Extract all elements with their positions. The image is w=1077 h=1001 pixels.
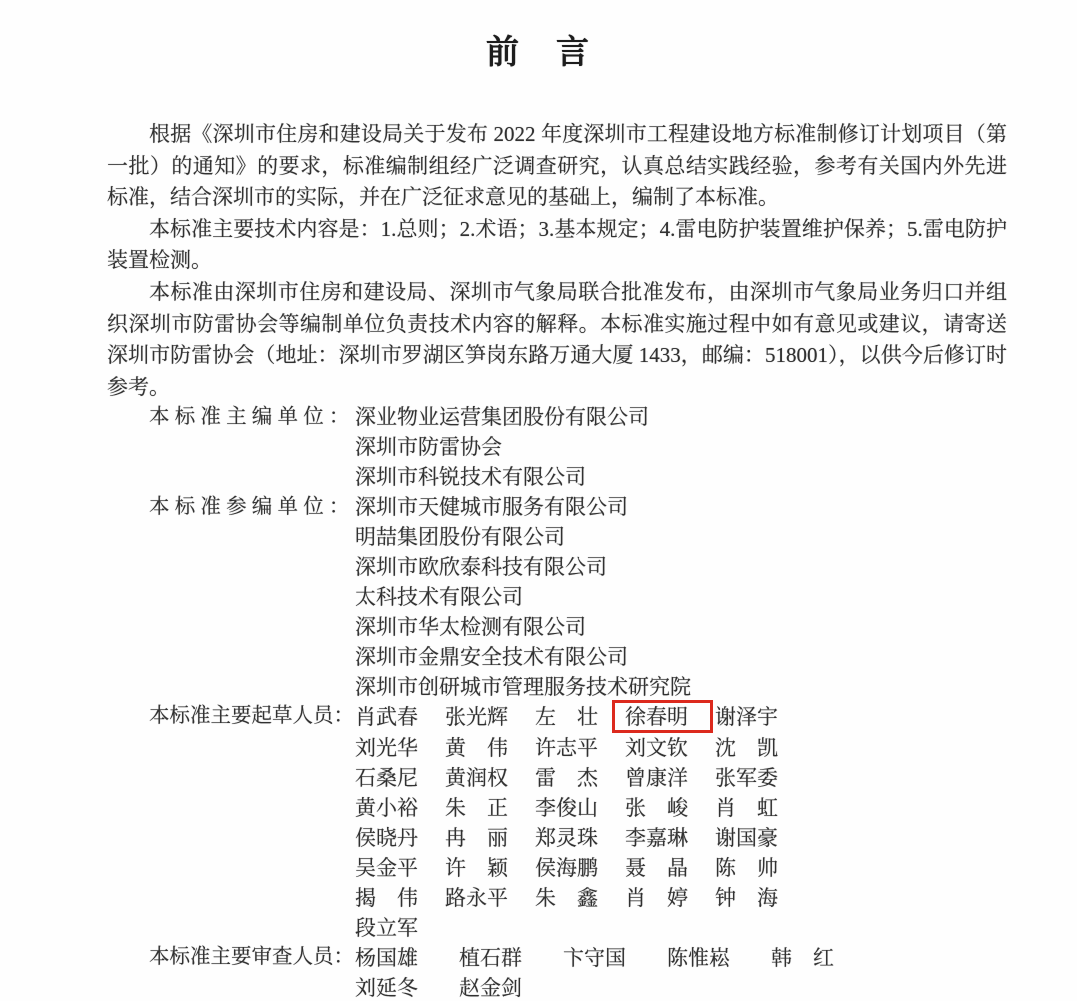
drafter-name: 黄润权 bbox=[445, 765, 508, 790]
org-item: 太科技术有限公司 bbox=[355, 584, 523, 609]
reviewer-name: 陈惟崧 bbox=[667, 946, 730, 971]
drafter-name: 聂 晶 bbox=[625, 855, 688, 880]
org-item: 深圳市金鼎安全技术有限公司 bbox=[355, 644, 628, 669]
reviewer-name: 赵金剑 bbox=[459, 976, 522, 1001]
drafter-name: 谢泽宇 bbox=[715, 705, 778, 730]
reviewers-label: 本标准主要审查人员： bbox=[149, 946, 354, 969]
org-item: 明喆集团股份有限公司 bbox=[355, 524, 565, 549]
drafter-name-highlighted: 徐春明 bbox=[625, 702, 715, 732]
drafter-name: 左 壮 bbox=[535, 705, 598, 730]
drafter-name: 陈 帅 bbox=[715, 855, 778, 880]
drafter-name: 黄小裕 bbox=[355, 795, 418, 820]
drafter-name: 郑灵珠 bbox=[535, 825, 598, 850]
drafter-name: 朱 正 bbox=[445, 795, 508, 820]
drafter-name: 侯海鹏 bbox=[535, 855, 598, 880]
drafters-name-grid bbox=[355, 702, 1007, 943]
drafter-name: 黄 伟 bbox=[445, 735, 508, 760]
drafter-name: 谢国豪 bbox=[715, 825, 778, 850]
drafter-name: 朱 鑫 bbox=[535, 885, 598, 910]
drafter-name: 路永平 bbox=[445, 885, 508, 910]
chief-units-list bbox=[355, 403, 1007, 493]
reviewer-name: 植石群 bbox=[459, 946, 522, 971]
section-reviewers bbox=[149, 943, 1007, 1001]
reviewer-name: 杨国雄 bbox=[355, 946, 418, 971]
drafter-name: 肖 婷 bbox=[625, 885, 688, 910]
page-title: 前 言 bbox=[486, 35, 591, 71]
drafter-name: 侯晓丹 bbox=[355, 825, 418, 850]
org-item: 深圳市防雷协会 bbox=[355, 435, 502, 460]
reviewer-name: 卞守国 bbox=[563, 946, 626, 971]
drafter-name: 肖 虹 bbox=[715, 795, 778, 820]
participating-units-label: 本标准参编单位： bbox=[149, 496, 355, 519]
drafter-name: 李俊山 bbox=[535, 795, 598, 820]
drafter-name: 冉 丽 bbox=[445, 825, 508, 850]
org-item: 深圳市欧欣泰科技有限公司 bbox=[355, 554, 607, 579]
drafter-name: 雷 杰 bbox=[535, 765, 598, 790]
org-item: 深圳市天健城市服务有限公司 bbox=[355, 495, 628, 520]
org-item: 深业物业运营集团股份有限公司 bbox=[355, 405, 649, 430]
reviewers-name-grid bbox=[355, 943, 1007, 1001]
drafter-name: 吴金平 bbox=[355, 855, 418, 880]
drafter-name: 张 峻 bbox=[625, 795, 688, 820]
drafter-name: 刘文钦 bbox=[625, 735, 688, 760]
drafter-name: 肖武春 bbox=[355, 705, 418, 730]
section-participating-units bbox=[149, 493, 1007, 702]
participating-units-list bbox=[355, 493, 1007, 702]
drafter-name: 段立军 bbox=[355, 916, 418, 941]
paragraph-basis: 根据《深圳市住房和建设局关于发布 2022 年度深圳市工程建设地方标准制修订计划项目（第一批）的通知》的要求，标准编制组经广泛调查研究，认真总结实践经验，参考有关国内外先进标准，结合深圳市的实际，并在广泛征求意见的基础上，编制了本标准。 bbox=[107, 122, 1007, 210]
drafter-name: 张军委 bbox=[715, 765, 778, 790]
section-chief-units bbox=[149, 403, 1007, 493]
section-drafters bbox=[149, 702, 1007, 943]
drafter-name: 揭 伟 bbox=[355, 885, 418, 910]
drafter-name: 刘光华 bbox=[355, 735, 418, 760]
paragraph-contents: 本标准主要技术内容是：1.总则；2.术语；3.基本规定；4.雷电防护装置维护保养；5.雷电防护装置检测。 bbox=[107, 216, 1007, 273]
drafter-name: 沈 凯 bbox=[715, 735, 778, 760]
reviewer-name: 刘延冬 bbox=[355, 976, 418, 1001]
drafter-name: 许志平 bbox=[535, 735, 598, 760]
chief-units-label: 本标准主编单位： bbox=[149, 406, 355, 429]
drafter-name: 张光辉 bbox=[445, 705, 508, 730]
drafter-name: 曾康洋 bbox=[625, 765, 688, 790]
drafter-name: 许 颖 bbox=[445, 855, 508, 880]
org-item: 深圳市创研城市管理服务技术研究院 bbox=[355, 674, 691, 699]
org-item: 深圳市科锐技术有限公司 bbox=[355, 465, 586, 490]
paragraph-issuance: 本标准由深圳市住房和建设局、深圳市气象局联合批准发布，由深圳市气象局业务归口并组织深圳市防雷协会等编制单位负责技术内容的解释。本标准实施过程中如有意见或建议，请寄送深圳市防雷协会（地址：深圳市罗湖区笋岗东路万通大厦 1433，邮编：518001），以供今后修订时参考。 bbox=[107, 279, 1007, 399]
drafter-name: 石桑尼 bbox=[355, 765, 418, 790]
reviewer-name: 韩 红 bbox=[771, 946, 834, 971]
drafter-name: 钟 海 bbox=[715, 885, 778, 910]
document-body bbox=[107, 119, 1007, 1001]
drafter-name: 李嘉琳 bbox=[625, 825, 688, 850]
drafters-label: 本标准主要起草人员： bbox=[149, 705, 354, 728]
org-item: 深圳市华太检测有限公司 bbox=[355, 614, 586, 639]
